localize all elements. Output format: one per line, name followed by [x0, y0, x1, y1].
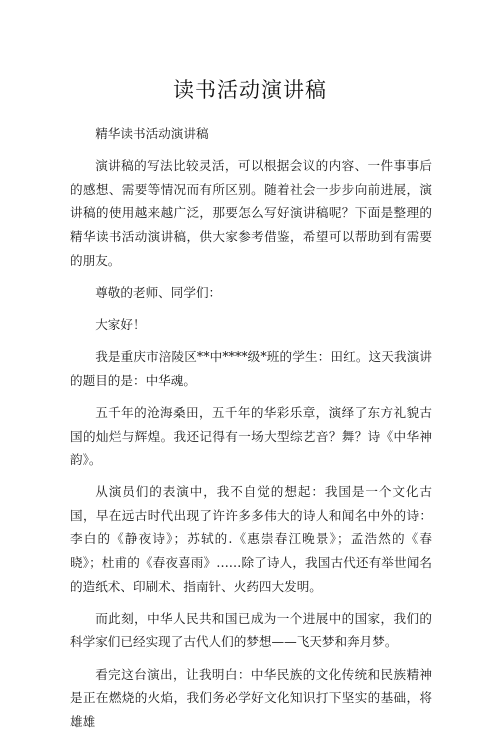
document-title: 读书活动演讲稿: [173, 78, 327, 102]
paragraph-modern: 而此刻，中华人民共和国已成为一个进展中的国家，我们的科学家们已经实现了古代人们的梦想——飞天梦和奔月梦。: [70, 610, 432, 650]
document-body: [70, 122, 432, 742]
paragraph-conclusion: 看完这台演出，让我明白：中华民族的文化传统和民族精神是正在燃烧的火焰，我们务必学好文化知识打下坚实的基础，将雄雄: [70, 666, 432, 729]
paragraph-intro: 演讲稿的写法比较灵活，可以根据会议的内容、一件事事后的感想、需要等情况而有所区别。随着社会一步步向前进展，演讲稿的使用越来越广泛，那要怎么写好演讲稿呢？下面是整理的精华读书活动演讲稿，供大家参考借鉴，希望可以帮助到有需要的朋友。: [70, 158, 432, 268]
paragraph-self-introduction: 我是重庆市涪陵区**中****级*班的学生：田红。这天我演讲的题目的是：中华魂。: [70, 349, 432, 388]
paragraph-salutation: 尊敬的老师、同学们：: [95, 284, 222, 300]
paragraph-culture: 从演员们的表演中，我不自觉的想起：我国是一个文化古国，早在远古时代出现了许许多多伟大的诗人和闻名中外的诗：李白的《静夜诗》；苏轼的.《惠崇春江晚景》；孟浩然的《春晓》；杜甫的《春夜喜雨》……除了诗人，我国古代还有举世闻名的造纸术、印刷术、指南针、火药四大发明。: [70, 484, 432, 594]
paragraph-history: 五千年的沧海桑田，五千年的华彩乐章，演绎了东方礼貌古国的灿烂与辉煌。我还记得有一场大型综艺音？舞？诗《中华神韵》。: [70, 404, 432, 468]
paragraph-greeting: 大家好！: [95, 316, 146, 332]
paragraph-subtitle: 精华读书活动演讲稿: [95, 126, 209, 141]
